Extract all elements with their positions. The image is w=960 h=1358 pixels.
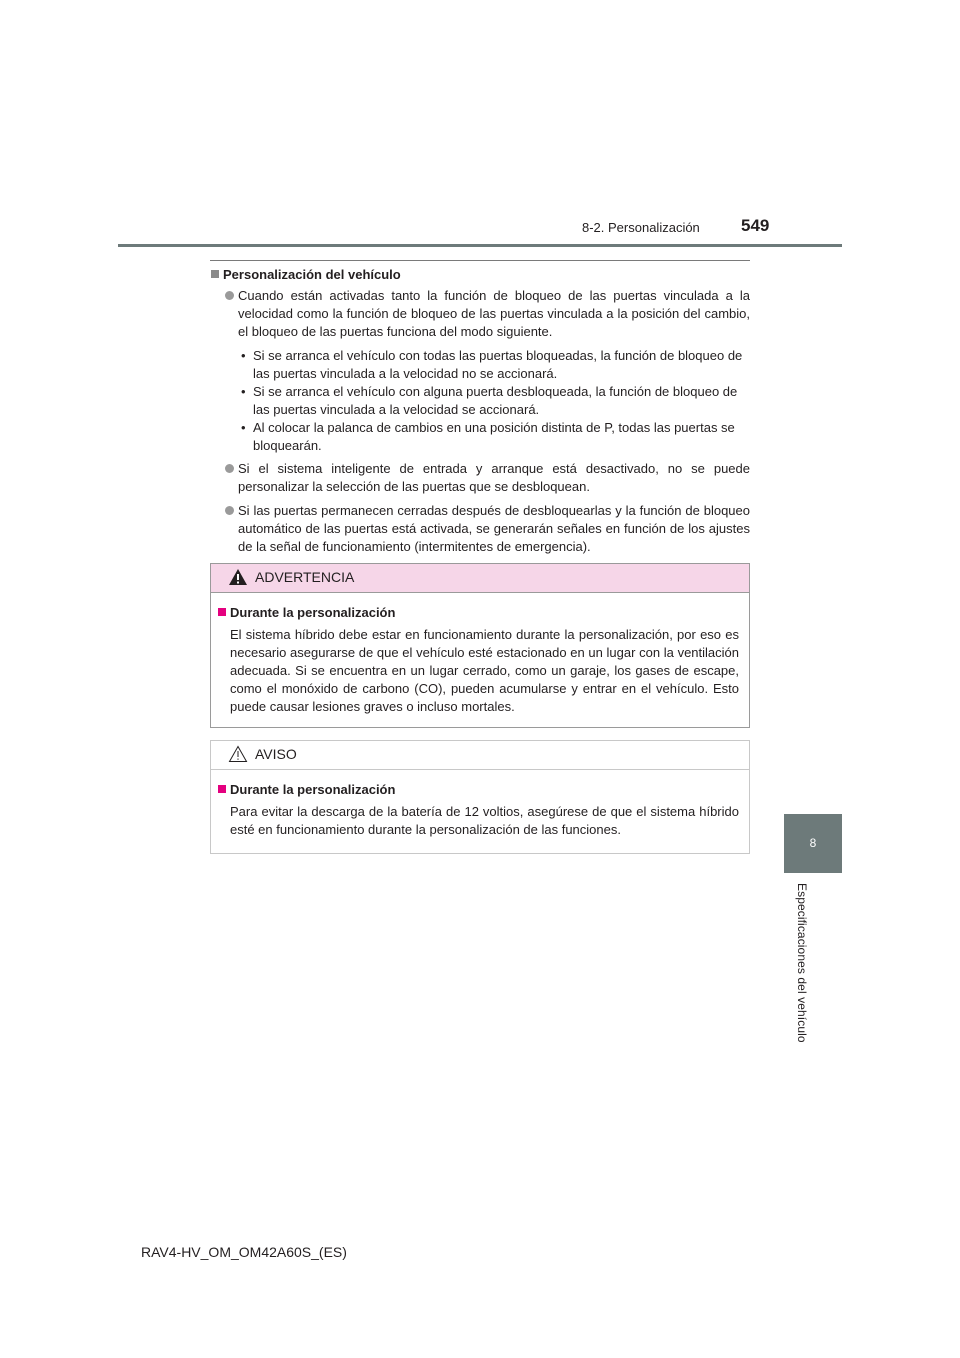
- notice-text: Para evitar la descarga de la batería de 12 voltios, asegúrese de que el sistema híbrido esté en funcionamiento durante la personalización de las funciones.: [230, 804, 739, 837]
- dot-bullet-icon: •: [241, 384, 246, 399]
- sub-list: [238, 347, 750, 455]
- chapter-tab: [784, 814, 842, 873]
- caution-triangle-icon: [228, 745, 248, 763]
- page-number: 549: [741, 216, 770, 235]
- bullet-item: [210, 287, 750, 341]
- warning-header: [211, 564, 749, 593]
- section-header: 8-2. Personalización: [582, 220, 700, 235]
- sub-item: [238, 419, 750, 455]
- content-divider: [210, 260, 750, 261]
- notice-title: [217, 781, 739, 799]
- bullet-item: [210, 502, 750, 556]
- dot-bullet-icon: •: [241, 420, 246, 435]
- round-bullet-icon: [225, 464, 234, 473]
- section-title-text: Personalización del vehículo: [223, 267, 401, 282]
- round-bullet-icon: [225, 506, 234, 515]
- header-divider: [118, 244, 842, 247]
- chapter-number: 8: [809, 836, 817, 850]
- warning-body: [211, 593, 749, 716]
- bullet-text: Cuando están activadas tanto la función de bloqueo de las puertas vinculada a la velocidad como la función de bloqueo de las puertas vinculada a la posición del cambio, el bloqueo de las puertas funciona del modo siguiente.: [238, 288, 750, 339]
- warning-title-text: Durante la personalización: [230, 605, 396, 620]
- sub-item-text: Al colocar la palanca de cambios en una posición distinta de P, todas las puertas se bloquearán.: [253, 420, 735, 453]
- document-code: RAV4-HV_OM_OM42A60S_(ES): [141, 1244, 347, 1260]
- section-title: [210, 266, 750, 284]
- sub-item: [238, 383, 750, 419]
- notice-title-text: Durante la personalización: [230, 782, 396, 797]
- square-bullet-icon: [218, 785, 226, 793]
- warning-label: ADVERTENCIA: [255, 569, 355, 585]
- warning-triangle-icon: [228, 568, 248, 586]
- sub-item: [238, 347, 750, 383]
- round-bullet-icon: [225, 291, 234, 300]
- warning-box: [210, 563, 750, 728]
- square-bullet-icon: [218, 608, 226, 616]
- chapter-label: Especificaciones del vehículo: [795, 883, 809, 1043]
- sub-item-text: Si se arranca el vehículo con alguna puerta desbloqueada, la función de bloqueo de las puertas vinculada a la velocidad se accionará.: [253, 384, 738, 417]
- main-content: [210, 266, 750, 562]
- notice-label: AVISO: [255, 746, 297, 762]
- dot-bullet-icon: •: [241, 348, 246, 363]
- bullet-item: [210, 460, 750, 496]
- warning-text: El sistema híbrido debe estar en funcionamiento durante la personalización, por eso es necesario asegurarse de que el vehículo esté estacionado en un lugar con la ventilación adecuada. Si se encuentra en un lugar cerrado, como un garaje, los gases de escape, como el monóxido de carbono (CO), pueden acumularse y entrar en el vehículo. Esto puede causar lesiones graves o incluso mortales.: [230, 627, 739, 714]
- bullet-text: Si las puertas permanecen cerradas después de desbloquearlas y la función de bloqueo automático de las puertas está activada, se generarán señales en función de los ajustes de la señal de funcionamiento (intermitentes de emergencia).: [238, 503, 750, 554]
- notice-header: [211, 741, 749, 770]
- bullet-text: Si el sistema inteligente de entrada y arranque está desactivado, no se puede personalizar la selección de las puertas que se desbloquean.: [238, 461, 750, 494]
- square-bullet-icon: [211, 270, 219, 278]
- notice-body: [211, 770, 749, 839]
- sub-item-text: Si se arranca el vehículo con todas las puertas bloqueadas, la función de bloqueo de las puertas vinculada a la velocidad no se accionará.: [253, 348, 743, 381]
- notice-box: [210, 740, 750, 854]
- warning-title: [217, 604, 739, 622]
